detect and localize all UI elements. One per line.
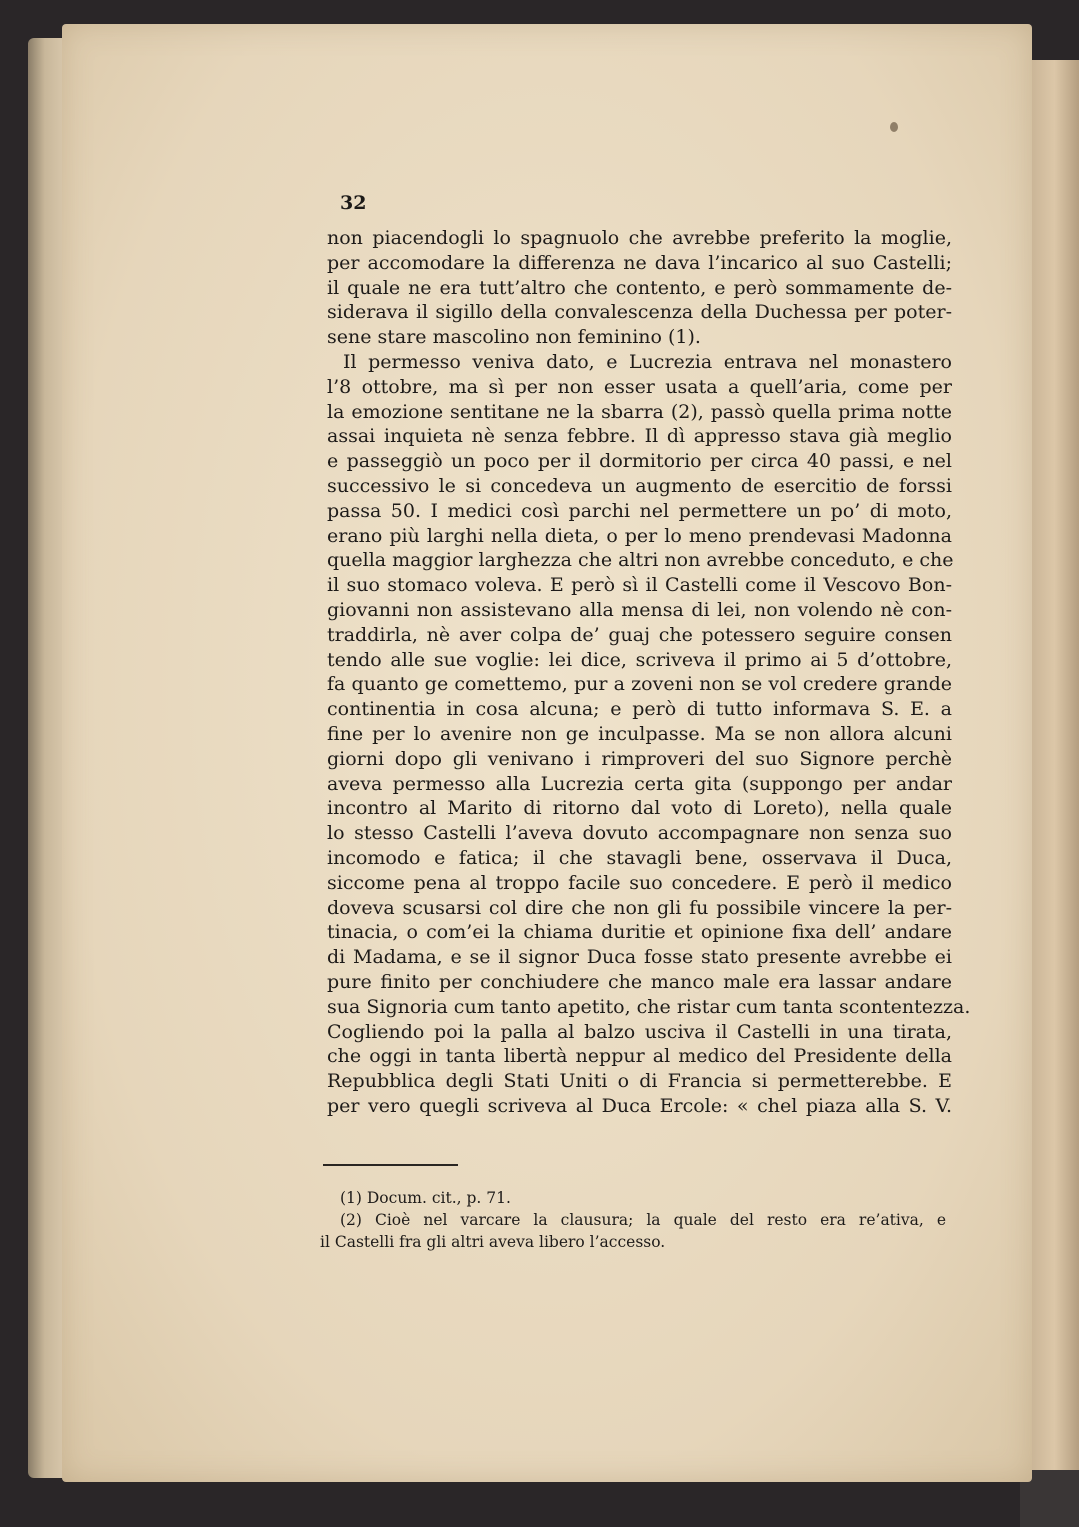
text-line: giorni dopo gli venivano i rimproveri del suo Signore perchè: [327, 747, 952, 770]
text-line: Il permesso veniva dato, e Lucrezia entrava nel monastero: [343, 350, 952, 373]
footnote-line: il Castelli fra gli altri aveva libero l’accesso.: [320, 1233, 666, 1251]
facing-page-edge: [1030, 60, 1079, 1500]
text-line: tinacia, o com’ei la chiama duritie et opinione fixa dell’ andare: [327, 921, 952, 944]
text-line: continentia in cosa alcuna; e però di tutto informava S. E. a: [327, 698, 952, 721]
text-line: che oggi in tanta libertà neppur al medico del Presidente della: [327, 1045, 952, 1068]
text-line: siccome pena al troppo facile suo concedere. E però il medico: [327, 871, 952, 894]
footnote-line: (1) Docum. cit., p. 71.: [340, 1189, 511, 1207]
text-line: tendo alle sue voglie: lei dice, scriveva il primo ai 5 d’ottobre,: [327, 648, 952, 671]
text-line: per accomodare la differenza ne dava l’incarico al suo Castelli;: [327, 251, 952, 274]
text-line: siderava il sigillo della convalescenza della Duchessa per poter-: [327, 301, 952, 324]
text-line: Cogliendo poi la palla al balzo usciva il Castelli in una tirata,: [327, 1020, 952, 1043]
text-line: fine per lo avenire non ge inculpasse. Ma se non allora alcuni: [327, 722, 952, 745]
text-line: la emozione sentitane ne la sbarra (2), passò quella prima notte: [327, 400, 952, 423]
text-line: giovanni non assistevano alla mensa di lei, non volendo nè con-: [327, 598, 952, 621]
text-line: di Madama, e se il signor Duca fosse stato presente avrebbe ei: [327, 946, 952, 969]
text-line: per vero quegli scriveva al Duca Ercole: « chel piaza alla S. V.: [327, 1094, 952, 1117]
text-line: passa 50. I medici così parchi nel permettere un po’ di moto,: [327, 499, 952, 522]
text-line: aveva permesso alla Lucrezia certa gita (suppongo per andar: [327, 772, 952, 795]
text-line: e passeggiò un poco per il dormitorio per circa 40 passi, e nel: [327, 450, 952, 473]
footnotes: [320, 1187, 946, 1253]
text-line: pure finito per conchiudere che manco male era lassar andare: [327, 970, 952, 993]
body-text: [327, 226, 971, 1119]
text-line: erano più larghi nella dieta, o per lo meno prendevasi Madonna: [327, 524, 952, 547]
text-line: traddirla, nè aver colpa de’ guaj che potessero seguire consen: [327, 623, 952, 646]
text-line: successivo le si concedeva un augmento de esercitio de forssi: [327, 474, 952, 497]
text-line: lo stesso Castelli l’aveva dovuto accompagnare non senza suo: [327, 822, 952, 845]
ink-smudge: [890, 122, 898, 132]
text-line: incontro al Marito di ritorno dal voto di Loreto), nella quale: [327, 797, 952, 820]
text-line: Repubblica degli Stati Uniti o di Francia si permetterebbe. E: [327, 1070, 952, 1093]
text-line: il suo stomaco voleva. E però sì il Castelli come il Vescovo Bon-: [327, 574, 952, 597]
text-line: l’8 ottobre, ma sì per non esser usata a quell’aria, come per: [327, 375, 952, 398]
text-line: sua Signoria cum tanto apetito, che ristar cum tanta scontentezza.: [327, 995, 971, 1018]
footnote-rule: [323, 1164, 458, 1166]
footnote-line: (2) Cioè nel varcare la clausura; la quale del resto era re’ativa, e: [340, 1211, 946, 1229]
text-line: incomodo e fatica; il che stavagli bene, osservava il Duca,: [327, 846, 952, 869]
text-line: non piacendogli lo spagnuolo che avrebbe preferito la moglie,: [327, 227, 952, 249]
page-number: 32: [340, 192, 367, 214]
text-line: sene stare mascolino non feminino (1).: [327, 326, 701, 349]
text-line: fa quanto ge comettemo, pur a zoveni non se vol credere grande: [327, 673, 952, 696]
text-line: quella maggior larghezza che altri non avrebbe conceduto, e che: [327, 549, 954, 572]
text-line: doveva scusarsi col dire che non gli fu possibile vincere la per-: [327, 896, 952, 919]
text-line: il quale ne era tutt’altro che contento, e però sommamente de-: [327, 276, 952, 299]
text-line: assai inquieta nè senza febbre. Il dì appresso stava già meglio: [327, 425, 952, 448]
